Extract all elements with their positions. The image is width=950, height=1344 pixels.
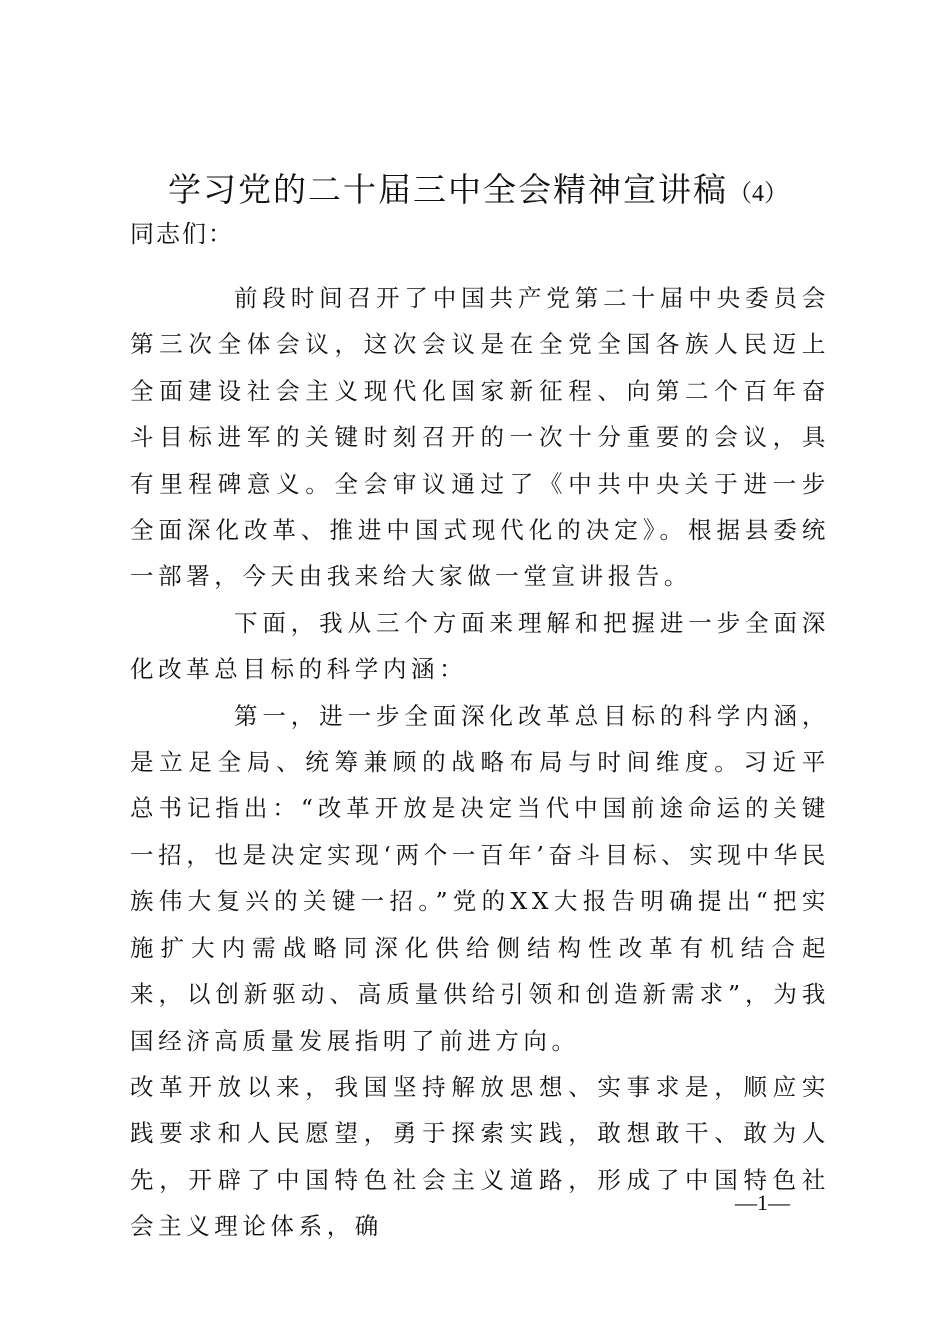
paragraph-intro: 前段时间召开了中国共产党第二十届中央委员会第三次全体会议，这次会议是在全党全国各族人民迈上全面建设社会主义现代化国家新征程、向第二个百年奋斗目标进军的关键时刻召开的一次十分重要的会议，具有里程碑意义。全会审议通过了《中共中央关于进一步全面深化改革、推进中国式现代化的决定》。根据县委统一部署，今天由我来给大家做一堂宣讲报告。 bbox=[130, 284, 830, 591]
salutation: 同志们： bbox=[130, 220, 234, 248]
paragraph-continuation: 改革开放以来，我国坚持解放思想、实事求是，顺应实践要求和人民愿望，勇于探索实践，敢想敢干、敢为人先，开辟了中国特色社会主义道路，形成了中国特色社会主义理论体系，确 bbox=[130, 1072, 830, 1241]
paragraph-outline: 下面，我从三个方面来理解和把握进一步全面深化改革总目标的科学内涵： bbox=[130, 608, 830, 684]
document-body bbox=[130, 275, 830, 1250]
document-title bbox=[168, 168, 868, 216]
title-number: （4） bbox=[728, 181, 788, 207]
page-number: —1— bbox=[735, 1190, 790, 1215]
paragraph-first-point: 第一，进一步全面深化改革总目标的科学内涵，是立足全局、统筹兼顾的战略布局与时间维度。习近平总书记指出：“改革开放是决定当代中国前途命运的关键一招，也是决定实现‘两个一百年’奋斗目标、实现中华民族伟大复兴的关键一招。”党的XX大报告明确提出“把实施扩大内需战略同深化供给侧结构性改革有机结合起来，以创新驱动、高质量供给引领和创造新需求”，为我国经济高质量发展指明了前进方向。 bbox=[130, 701, 830, 1055]
title-text: 学习党的二十届三中全会精神宣讲稿 bbox=[168, 170, 728, 209]
